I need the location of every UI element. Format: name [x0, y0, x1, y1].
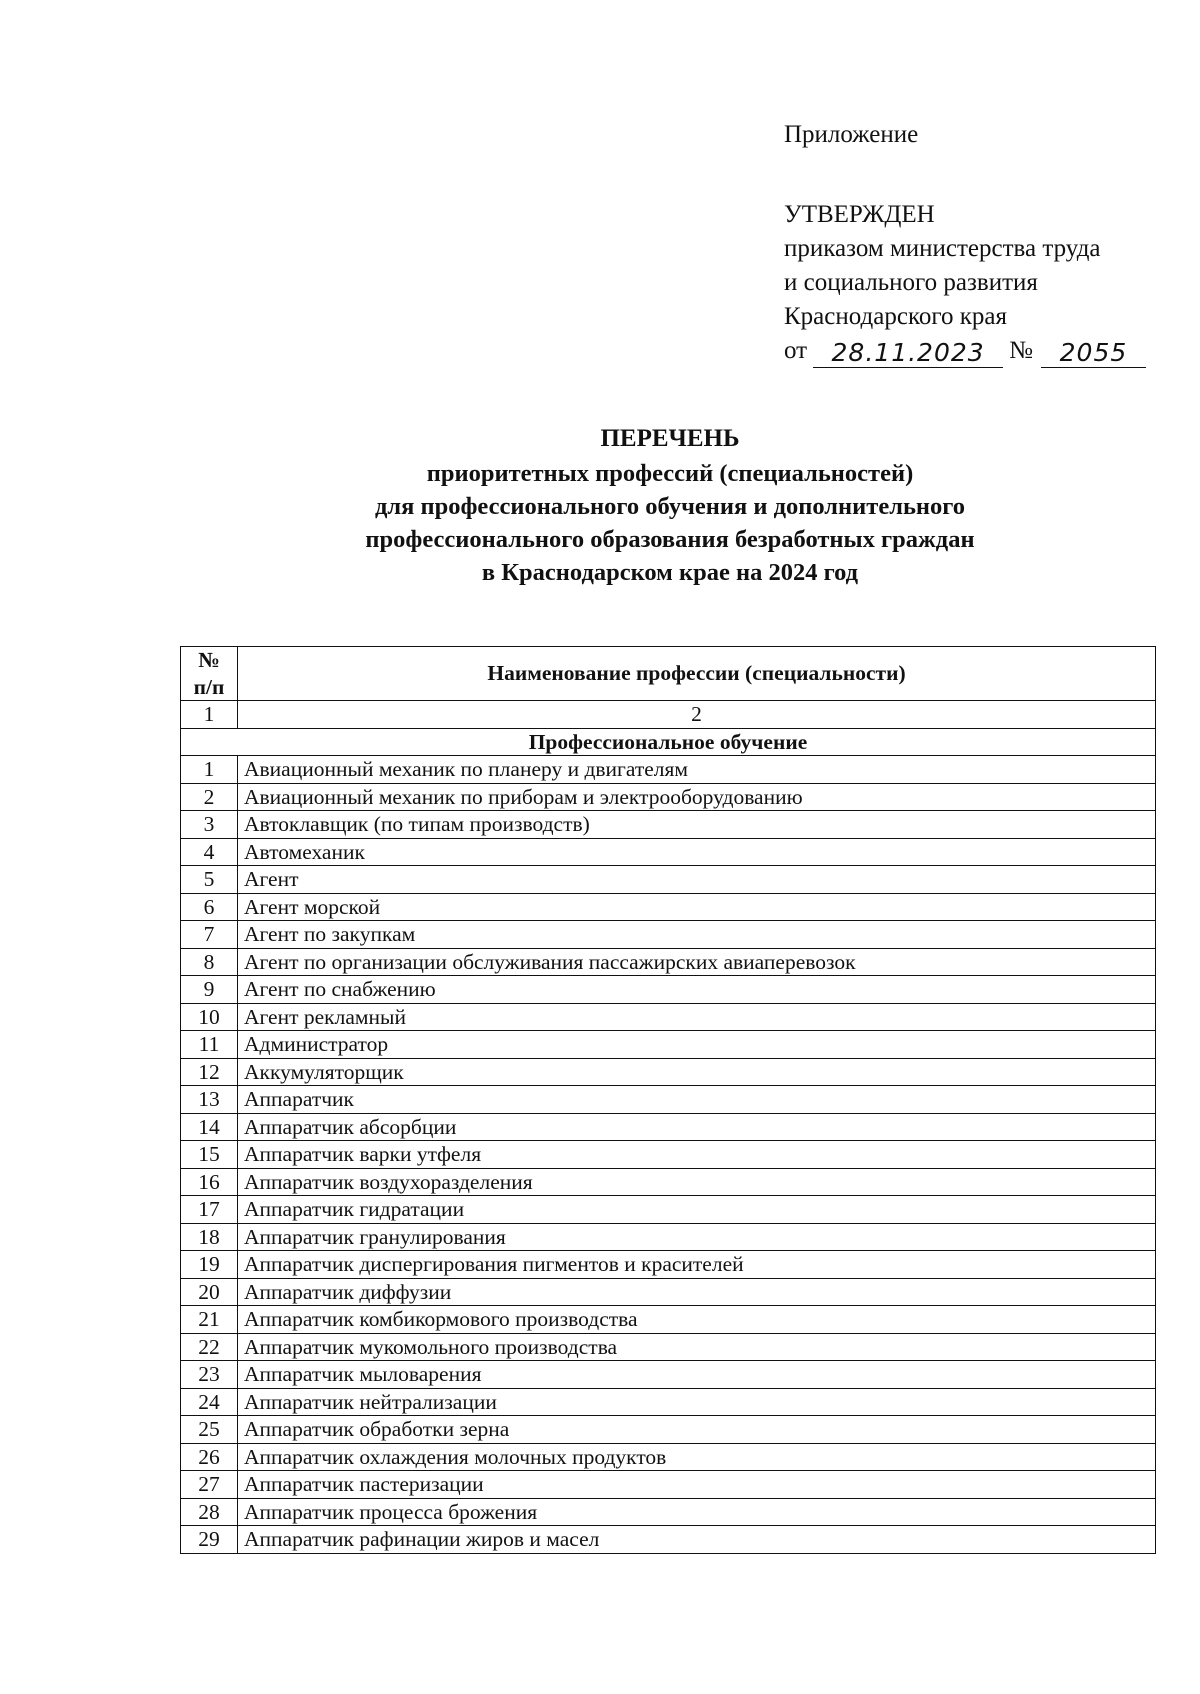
approval-line-2: и социального развития [784, 269, 1038, 296]
profession-name: Авиационный механик по планеру и двигателям [238, 756, 1156, 784]
profession-name: Аппаратчик диффузии [238, 1278, 1156, 1306]
profession-name: Агент рекламный [238, 1003, 1156, 1031]
approval-line-1: приказом министерства труда [784, 235, 1101, 262]
profession-name: Агент [238, 866, 1156, 894]
profession-name: Агент по закупкам [238, 921, 1156, 949]
table-row [181, 1443, 1156, 1471]
profession-name: Аппаратчик рафинации жиров и масел [238, 1526, 1156, 1554]
profession-name: Аппаратчик абсорбции [238, 1113, 1156, 1141]
profession-name: Авиационный механик по приборам и электрооборудованию [238, 783, 1156, 811]
row-number: 12 [181, 1058, 238, 1086]
professions-table [180, 646, 1156, 1554]
table-row [181, 1058, 1156, 1086]
table-row [181, 1141, 1156, 1169]
section-row [181, 728, 1156, 756]
row-number: 15 [181, 1141, 238, 1169]
table-row [181, 1278, 1156, 1306]
row-number: 29 [181, 1526, 238, 1554]
from-label: от [784, 337, 808, 364]
section-title: Профессиональное обучение [181, 728, 1156, 756]
table-row [181, 783, 1156, 811]
colnum-1: 1 [181, 701, 238, 729]
table-row [181, 1526, 1156, 1554]
table-row [181, 921, 1156, 949]
row-number: 24 [181, 1388, 238, 1416]
table-row [181, 1003, 1156, 1031]
header-name: Наименование профессии (специальности) [238, 647, 1156, 701]
handwritten-date: 28.11.2023 [813, 339, 1003, 368]
document-title [250, 422, 1090, 589]
table-row [181, 866, 1156, 894]
profession-name: Аппаратчик [238, 1086, 1156, 1114]
table-row [181, 1031, 1156, 1059]
row-number: 16 [181, 1168, 238, 1196]
table-row [181, 1333, 1156, 1361]
table-row [181, 976, 1156, 1004]
title-line-1: приоритетных профессий (специальностей) [426, 460, 914, 487]
row-number: 7 [181, 921, 238, 949]
number-label: № [1009, 337, 1033, 364]
approval-block [784, 118, 1194, 368]
profession-name: Аппаратчик нейтрализации [238, 1388, 1156, 1416]
row-number: 6 [181, 893, 238, 921]
profession-name: Аппаратчик комбикормового производства [238, 1306, 1156, 1334]
table-row [181, 1306, 1156, 1334]
table-row [181, 811, 1156, 839]
order-date-number-line [784, 334, 1194, 368]
row-number: 4 [181, 838, 238, 866]
row-number: 14 [181, 1113, 238, 1141]
profession-name: Аппаратчик процесса брожения [238, 1498, 1156, 1526]
profession-name: Аппаратчик пастеризации [238, 1471, 1156, 1499]
row-number: 26 [181, 1443, 238, 1471]
annex-label: Приложение [784, 121, 919, 148]
colnum-2: 2 [238, 701, 1156, 729]
title-line-3: профессионального образования безработных граждан [365, 526, 975, 553]
row-number: 13 [181, 1086, 238, 1114]
row-number: 5 [181, 866, 238, 894]
profession-name: Аппаратчик воздухоразделения [238, 1168, 1156, 1196]
row-number: 25 [181, 1416, 238, 1444]
row-number: 18 [181, 1223, 238, 1251]
table-row [181, 1113, 1156, 1141]
profession-name: Аппаратчик гранулирования [238, 1223, 1156, 1251]
row-number: 17 [181, 1196, 238, 1224]
row-number: 23 [181, 1361, 238, 1389]
table-row [181, 1086, 1156, 1114]
row-number: 22 [181, 1333, 238, 1361]
row-number: 10 [181, 1003, 238, 1031]
table-row [181, 1388, 1156, 1416]
table-row [181, 1168, 1156, 1196]
title-line-2: для профессионального обучения и дополнительного [374, 493, 966, 520]
profession-name: Аппаратчик охлаждения молочных продуктов [238, 1443, 1156, 1471]
row-number: 28 [181, 1498, 238, 1526]
row-number: 2 [181, 783, 238, 811]
profession-name: Агент морской [238, 893, 1156, 921]
title-line-4: в Краснодарском крае на 2024 год [481, 559, 859, 586]
row-number: 20 [181, 1278, 238, 1306]
table-header-row [181, 647, 1156, 701]
row-number: 19 [181, 1251, 238, 1279]
profession-name: Автоклавщик (по типам производств) [238, 811, 1156, 839]
table-row [181, 1223, 1156, 1251]
approved-label: УТВЕРЖДЕН [784, 201, 935, 228]
header-num: № п/п [181, 647, 238, 701]
profession-name: Агент по снабжению [238, 976, 1156, 1004]
profession-name: Аппаратчик мукомольного производства [238, 1333, 1156, 1361]
profession-name: Агент по организации обслуживания пассажирских авиаперевозок [238, 948, 1156, 976]
row-number: 27 [181, 1471, 238, 1499]
approval-line-3: Краснодарского края [784, 303, 1007, 330]
table-row [181, 838, 1156, 866]
profession-name: Автомеханик [238, 838, 1156, 866]
table-row [181, 948, 1156, 976]
profession-name: Администратор [238, 1031, 1156, 1059]
handwritten-number: 2055 [1041, 339, 1146, 368]
profession-name: Аппаратчик диспергирования пигментов и красителей [238, 1251, 1156, 1279]
row-number: 11 [181, 1031, 238, 1059]
table-row [181, 1251, 1156, 1279]
row-number: 3 [181, 811, 238, 839]
row-number: 21 [181, 1306, 238, 1334]
profession-name: Аппаратчик обработки зерна [238, 1416, 1156, 1444]
row-number: 8 [181, 948, 238, 976]
title-main: ПЕРЕЧЕНЬ [600, 425, 740, 452]
table-row [181, 1498, 1156, 1526]
table-row [181, 893, 1156, 921]
table-row [181, 1196, 1156, 1224]
table-row [181, 756, 1156, 784]
profession-name: Аппаратчик гидратации [238, 1196, 1156, 1224]
row-number: 9 [181, 976, 238, 1004]
column-number-row [181, 701, 1156, 729]
table-row [181, 1416, 1156, 1444]
profession-name: Аппаратчик варки утфеля [238, 1141, 1156, 1169]
table-row [181, 1361, 1156, 1389]
table-row [181, 1471, 1156, 1499]
profession-name: Аккумуляторщик [238, 1058, 1156, 1086]
row-number: 1 [181, 756, 238, 784]
profession-name: Аппаратчик мыловарения [238, 1361, 1156, 1389]
